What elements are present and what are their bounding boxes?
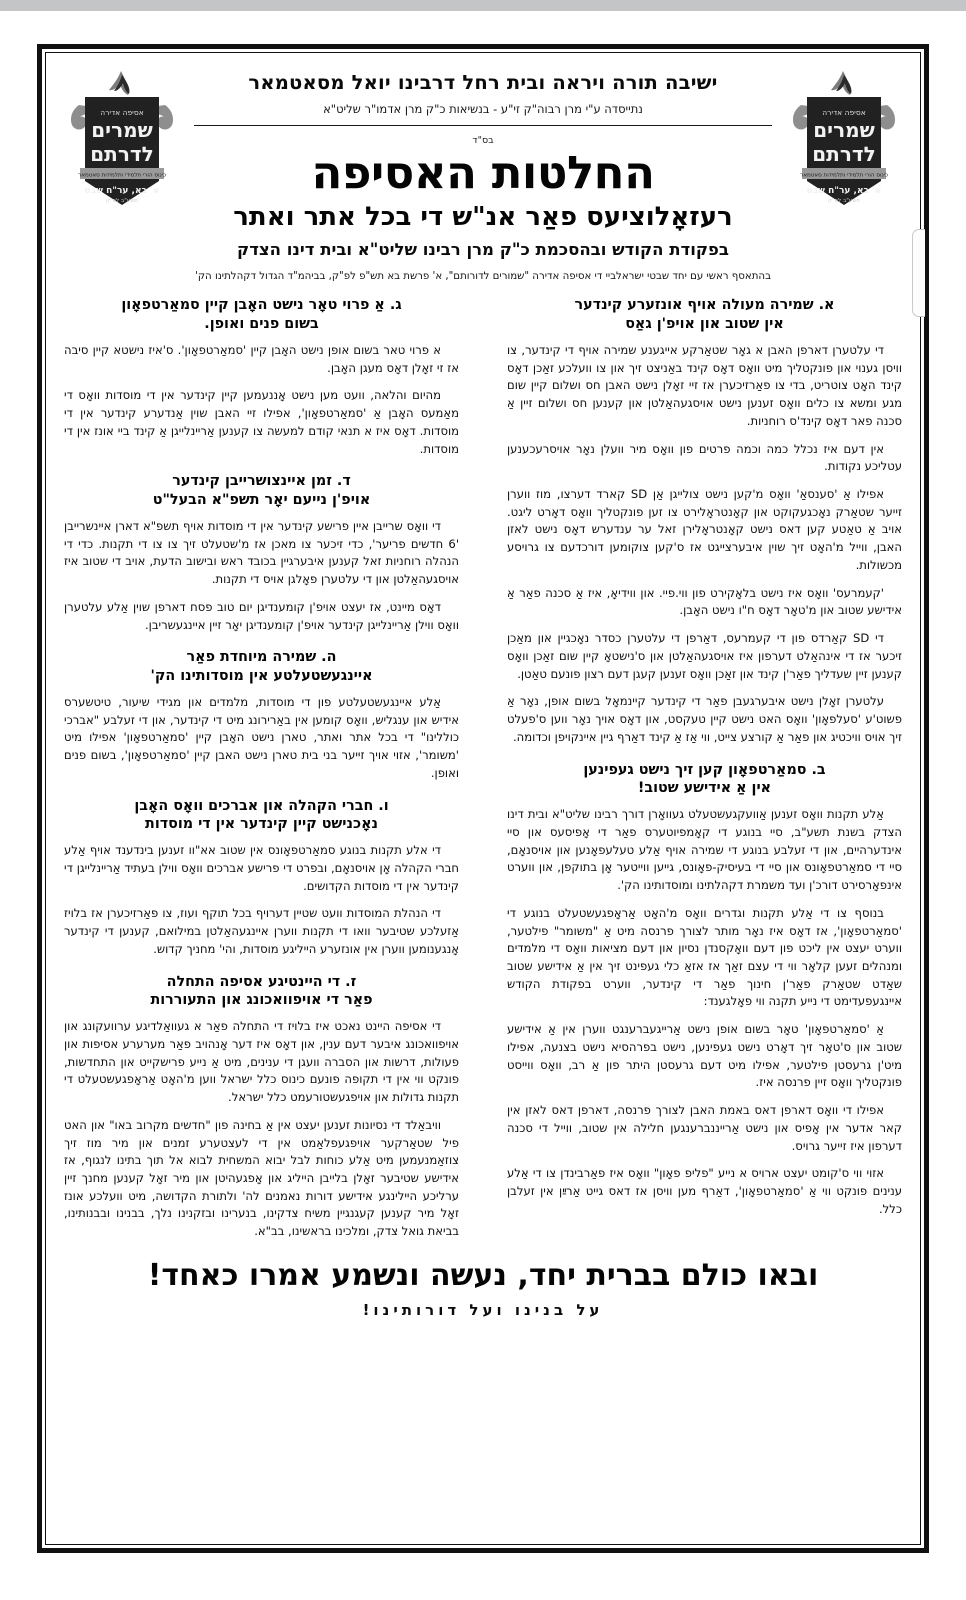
- section-paragraph: בנוסף צו די אַלע תקנות וגדרים וואָס מ'האָט אַראָפגעשטעלט בנוגע די 'סמאַרטפאָון', אז דאָס איז נאָר מותר לצורך פרנסה מיט אַ "משומר" פילטער, ווערט יעצט אין ליכט פון דעם וואָקסנדן נסיון און דעם מציאות וואָס די מלמדים ומנהלים זעען קלאָר ווי די עצם זאַך אז אזאַ כלי געפינט זיך אין אַ אידישע שטוב שאַדט שטאַרק פאַר'ן חינוך פאַר די קינדער, ווערט בפקודת הקודש איינגעפעדימט די נייע תקנה ווי פאָלגענד:: [507, 905, 902, 1009]
- section-paragraph: אַלע איינגעשטעלטע פון די מוסדות, מלמדים און מגידי שיעור, טיטשערס אידיש און ענגליש, וואָס קומען אין באַרירונג מיט די קינדער, און די זעלבע "אברכי כוללינו" די בכל אתר ואתר, טארן נישט האָבן קיין 'סמאַרטפאָון' אפילו מיט 'משומר', אזוי אויך זייער בני בית טארן נישט האבן קיין 'סמאַרטפאָון', בשום פנים ואופן.: [64, 694, 459, 780]
- svg-text:לדרתם: לדרתם: [90, 142, 154, 166]
- masthead-divider: [194, 125, 772, 126]
- svg-text:אסיפה אדירה: אסיפה אדירה: [100, 108, 144, 117]
- svg-text:שמרים: שמרים: [813, 118, 875, 142]
- section-heading: ד. זמן איינצושרייבן קינדער אויפ'ן נייעם יאָר תשפ"א הבעל"ט: [152, 473, 371, 508]
- section-paragraph: די הנהלת המוסדות וועט שטיין דערויף בכל תוקף ועוז, צו פאַרזיכערן אז בלויז אַזעלכע שטיבער וואו די תקנות ווערן איינגעהאַלטן במילואם, קענען די קינדער אָנגענומען ווערן אין אונזערע הייליגע מוסדות, והי' מחניך קדוש.: [64, 906, 459, 956]
- column-left: [60, 296, 475, 1241]
- document-page-inner: [45, 52, 921, 1545]
- section-heading: ג. אַ פרוי טאָר נישט האָבן קיין סמאַרטפאָון בשום פנים ואופן.: [121, 297, 402, 332]
- section-heading: ו. חברי הקהלה און אברכים וואָס האָבן נאָכנישט קיין קינדער אין די מוסדות: [134, 797, 389, 832]
- section-paragraph: אַ 'סמאַרטפאָון' טאָר בשום אופן נישט אַרייגעברענגט ווערן אין אַ אידישע שטוב און ס'טאָר זיך דאָרט נישט געפינען, נישט בפרהסיא נישט בצנעה, אפילו מיט'ן גרעסטן פילטער, אפילו מיט דעם גרעסטן היתר פון אַ רב, וואָס ווייסט פונקטליך וואָס זיין פרנסה איז.: [507, 1022, 902, 1090]
- footer-subline: על בנינו ועל דורותינו!: [362, 1300, 604, 1319]
- section-paragraph: די וואָס שרייבן איין פרישע קינדער אין די מוסדות אויף תשפ"א דארן איינשרייבן '6 חדשים פריער', כדי זיכער צו מאכן אז מ'שטעלט זיך צו צו די תקנות. כדי די הנהלה רוחניות זאל קענען איבערגיין בכובד ראש ובישוב הדעת, אויב די שטוב איז אויסגעהאַלטן און די עלטערן פאָלגן אויס די תקנות.: [64, 518, 459, 587]
- section-heading: ז. די היינטיגע אסיפה התחלה פאַר די אויפוואכונג און התעוררות: [150, 973, 373, 1008]
- svg-text:כינוס הורי תלמידי ותלמידות סאט: כינוס הורי תלמידי ותלמידות סאטמאר: [800, 172, 888, 179]
- section-paragraph: אזוי ווי ס'קומט יעצט ארויס א נייע "פליפ פאָון" וואָס איז פאַרבינדן צו די אַלע ענינים פונקט ווי אַ 'סמאַרטפאָון', דאַרף מען וויסן אז דאס גייט אַרײַן אין זעלבן כלל.: [507, 1166, 902, 1216]
- svg-text:א' בא, ער"ח שבט: א' בא, ער"ח שבט: [84, 186, 160, 196]
- column-right: [491, 296, 906, 1218]
- logo-crest-left: [60, 63, 184, 221]
- logo-crest-right: [782, 63, 906, 221]
- section-paragraph: די אלע תקנות בנוגע סמאַרטפאָונס אין שטוב אא"וו זענען בינדענד אויף אַלע חברי הקהלה אָן אויסנאָם, ובפרט די פרישע אברכים וואָס ווילן בעתיד אַריינלייגן די קינדער אין די מוסדות הקדושים.: [64, 843, 459, 893]
- footer-headline: ובאו כולם בברית יחד, נעשה ונשמע אמרו כאחד!: [147, 1257, 819, 1293]
- document-page: [37, 44, 929, 1553]
- page-subtitle: רעזאָלוציעס פאַר אנ"ש די בכל אתר ואתר: [233, 202, 733, 233]
- section-paragraph: דאָס מיינט, אז יעצט אויפ'ן קומענדיגן יום טוב פסח דארפן שוין אַלע עלטערן וואָס ווילן אַריינלייגן קינדער אויפ'ן קומענדיגן יאָר זיין איינגעשריבן.: [64, 599, 459, 632]
- page-subtitle-secondary: בפקודת הקודש ובהסכמת כ"ק מרן רבינו שליט"א ובית דינו הצדק: [237, 239, 729, 259]
- section-heading: ה. שמירה מיוחדת פאַר איינגעשטעלטע אין מוסדותינו הק': [150, 649, 373, 684]
- svg-text:תשע"ב לפ"ק: תשע"ב לפ"ק: [828, 198, 860, 204]
- footer: [60, 1259, 906, 1319]
- section-heading: ב. סמאַרטפאָון קען זיך נישט געפינען אין אַ אידישע שטוב!: [583, 761, 826, 796]
- organization-title: ישיבה תורה ויראה ובית רחל דרבינו יואל מסאטמאר: [248, 71, 718, 94]
- organization-subtitle: נתייסדה ע"י מרן רבוה"ק זי"ע - בנשיאות כ"ק מרן אדמו"ר שליט"א: [323, 102, 643, 117]
- masthead-center: [190, 63, 776, 283]
- svg-text:כינוס הורי תלמידי ותלמידות סאט: כינוס הורי תלמידי ותלמידות סאטמאר: [78, 172, 166, 179]
- section-paragraph: די עלטערן דארפן האבן א גאָר שטאַרקע אייגענע שמירה אויף די קינדער, צו וויסן גענוי און פונקטליך מיט וואָס דאָס קינד באַניצט זיך און צו וועלכע זאַכן דאָס קינד האָט צוטריט, בדי צו פאַרזיכערן אז זיי זאָלן נישט האבן חס ושלום קיין שום מגע ומשא צו כלים וואָס זענען נישט אויסגעהאַלטן און קענען חס ושלום זיין אַ סכנה פאר דאָס קינד'ס רוחניות.: [507, 342, 902, 428]
- shield-emblem-icon: [785, 69, 903, 221]
- section-paragraph: וויבאַלד די נסיונות זענען יעצט אין אַ בחינה פון "חדשים מקרוב באו" און האט פיל שטאַרקער אויפגעפלאַמט אין די לעצטערע זמנים און מיר מוז זיך צוזאַמנעמען מיט אַלע כוחות לבל יבוא המשחית לבוא אל תוך בתינו לנגוף, אז אידישע שטיבער זאָלן בלייבן הייליג און אָפגעהיטן און מיר זאָל קענען מחנך זיין ערליכע היילינגע אידישע דורות נאמנים לה' ולתורת הקדושה, מיט וועלכע אונז זאָל מיר קענען קעגנגיין משיח צדקינו, בנערינו ובזקנינו נלך, בבנינו ובבנותינו, בביאת גואל צדק, ומלכינו בראשינו, בב"א.: [64, 1117, 459, 1239]
- section-paragraph: עלטערן זאָלן נישט איבערגעבן פאַר די קינדער קיינמאָל בשום אופן, נאָר אַ פשוט'ע 'סעלפאָון' וואָס האט נישט קיין טעקסט, און דאָס אויך נאָר ווען ס'פעלט זיך אויס וויכטיג און פאַר אַ קורצע צייט, ווי אַז אַ קינד דאַרף גיין איינקויפן וכדומה.: [507, 694, 902, 744]
- section-paragraph: אין דעם איז נכלל כמה וכמה פרטים פון וואָס מיר וועלן נאָר אויסרעכענען עטליכע נקודות.: [507, 441, 902, 474]
- masthead: [60, 63, 906, 283]
- svg-text:שמרים: שמרים: [91, 118, 153, 142]
- shield-emblem-icon: [63, 69, 181, 221]
- lead-line: בהתאסף ראשי עם יחד שבטי ישראלביי די אסיפה אדירה "שמורים לדורותם", א' פרשת בא תש"פ לפ"ק, בביהמ"ד הגדול דקהלתינו הק': [195, 271, 771, 282]
- svg-text:לדרתם: לדרתם: [812, 142, 876, 166]
- page-title: החלטות האסיפה: [311, 146, 655, 200]
- svg-text:א' בא, ער"ח שבט: א' בא, ער"ח שבט: [806, 186, 882, 196]
- section-paragraph: 'קעמרעס' וואָס איז נישט בלאָקירט פון ווי.פיי. און ווידיאָ, איז אַ סכנה פאַר אַ אידישע שטוב און מ'טאָר דאָס ח"ו נישט האָבן.: [507, 585, 902, 618]
- section-paragraph: די אסיפה היינט נאכט איז בלויז די התחלה פאַר א געוואַלדיגע ערוועקונג און אויפוואכונג איבער דעם ענין, און דאָס איז דער אָנהויב פאַר מערערע אסיפות און פעולות, דרשות און הסברה וועגן די ענינים, מיט אַ נייע פרישקייט און התחדשות, פונקט ווי אין די תקופה פונעם כינוס כלל ישראל ווען מ'האָט אַראָפגעשטעלט די תקנות גדולות און אויפגעשטורעמט כלל ישראל.: [64, 1019, 459, 1105]
- section-paragraph: אפילו אַ 'סענסאַ' וואָס מ'קען נישט צולייגן אַן SD קארד דערצו, מוז ווערן זייער שטאַרק נאָכגעקוקט און קאָנטראָלירט צו זען פונקטליך וואָס דאָרט ליגט. אויב אַ טאַטע קען דאס נישט קאָנטראָלירן זאל ער ענדערש דאָס נישט לאזן האבן, ווייל מ'האָט זיך שוין איבערצייגט אז ס'קען צוקומען דורכדעם צו גרויסע מכשולות.: [507, 486, 902, 572]
- section-heading: א. שמירה מעולה אויף אונזערע קינדער אין שטוב און אויפ'ן גאַס: [574, 297, 835, 332]
- window-top-strip: [0, 0, 966, 11]
- section-paragraph: מהיום והלאה, וועט מען נישט אָננעמען קיין קינדער אין די מוסדות וואָס די מאַמעס האָבן אַ 'סמאַרטפאָון', אפילו זיי האבן שוין אַנדערע קינדער אין די מוסדות. דאָס איז א תנאי קודם למעשה צו קענען אַריינלייגן אַ קינד ביי אונז אין די מוסדות.: [64, 388, 459, 456]
- section-paragraph: א פרוי טאר בשום אופן נישט האָבן קיין 'סמאַרטפאָון'. ס'איז נישטא קיין סיבה אז זי זאָלן דאָס מעגן האָבן.: [64, 342, 459, 375]
- svg-text:אסיפה אדירה: אסיפה אדירה: [822, 108, 866, 117]
- bsd-label: בס"ד: [472, 135, 494, 147]
- section-paragraph: אפילו די וואָס דארפן דאס באמת האבן לצורך פרנסה, דארפן דאס לאזן אין קאר אדער אין אָפיס און נישט אַרייננברענגען חלילה אין שטוב, ווייל די סכנה דערפון איז זייער גרויס.: [507, 1103, 902, 1153]
- scroll-tab-handle[interactable]: [912, 229, 925, 317]
- article-columns: [60, 296, 906, 1241]
- section-paragraph: אַלע תקנות וואָס זענען אַוועקגעשטעלט געוואָרן דורך רבינו שליט"א ובית דינו הצדק בשנת תשע"ב, סיי בנוגע די קאָמפיוטערס פאַר די אָפיסעס און סיי אינדערהיים, און די זעלבע בנוגע די שמירה אויף אַלע טעלעפאָנען און אויסנאָם, סיי די סמאַרטפאָונס און סיי די בעיסיק-פאָונס, גייען ווייטער אָן בתוקפן, און ווערט אינפאָרסירט דורכ'ן ועד משמרת דקהלתינו ומוסדותינו הק'.: [507, 807, 902, 893]
- section-paragraph: די SD קאַרדס פון די קעמרעס, דאַרפן די עלטערן כסדר נאָכגיין און מאַכן זיכער אז די אינהאַלט דערפון איז אויסגעהאַלטן און ס'נישטאָ קיין שום זאַכן וואָס קענען זיין שעדליך פאַר'ן קינד און זאַכן וואָס זענען קעגן דעם רצון פונעם טאַטן.: [507, 631, 902, 681]
- svg-text:תשע"ב לפ"ק: תשע"ב לפ"ק: [106, 198, 138, 204]
